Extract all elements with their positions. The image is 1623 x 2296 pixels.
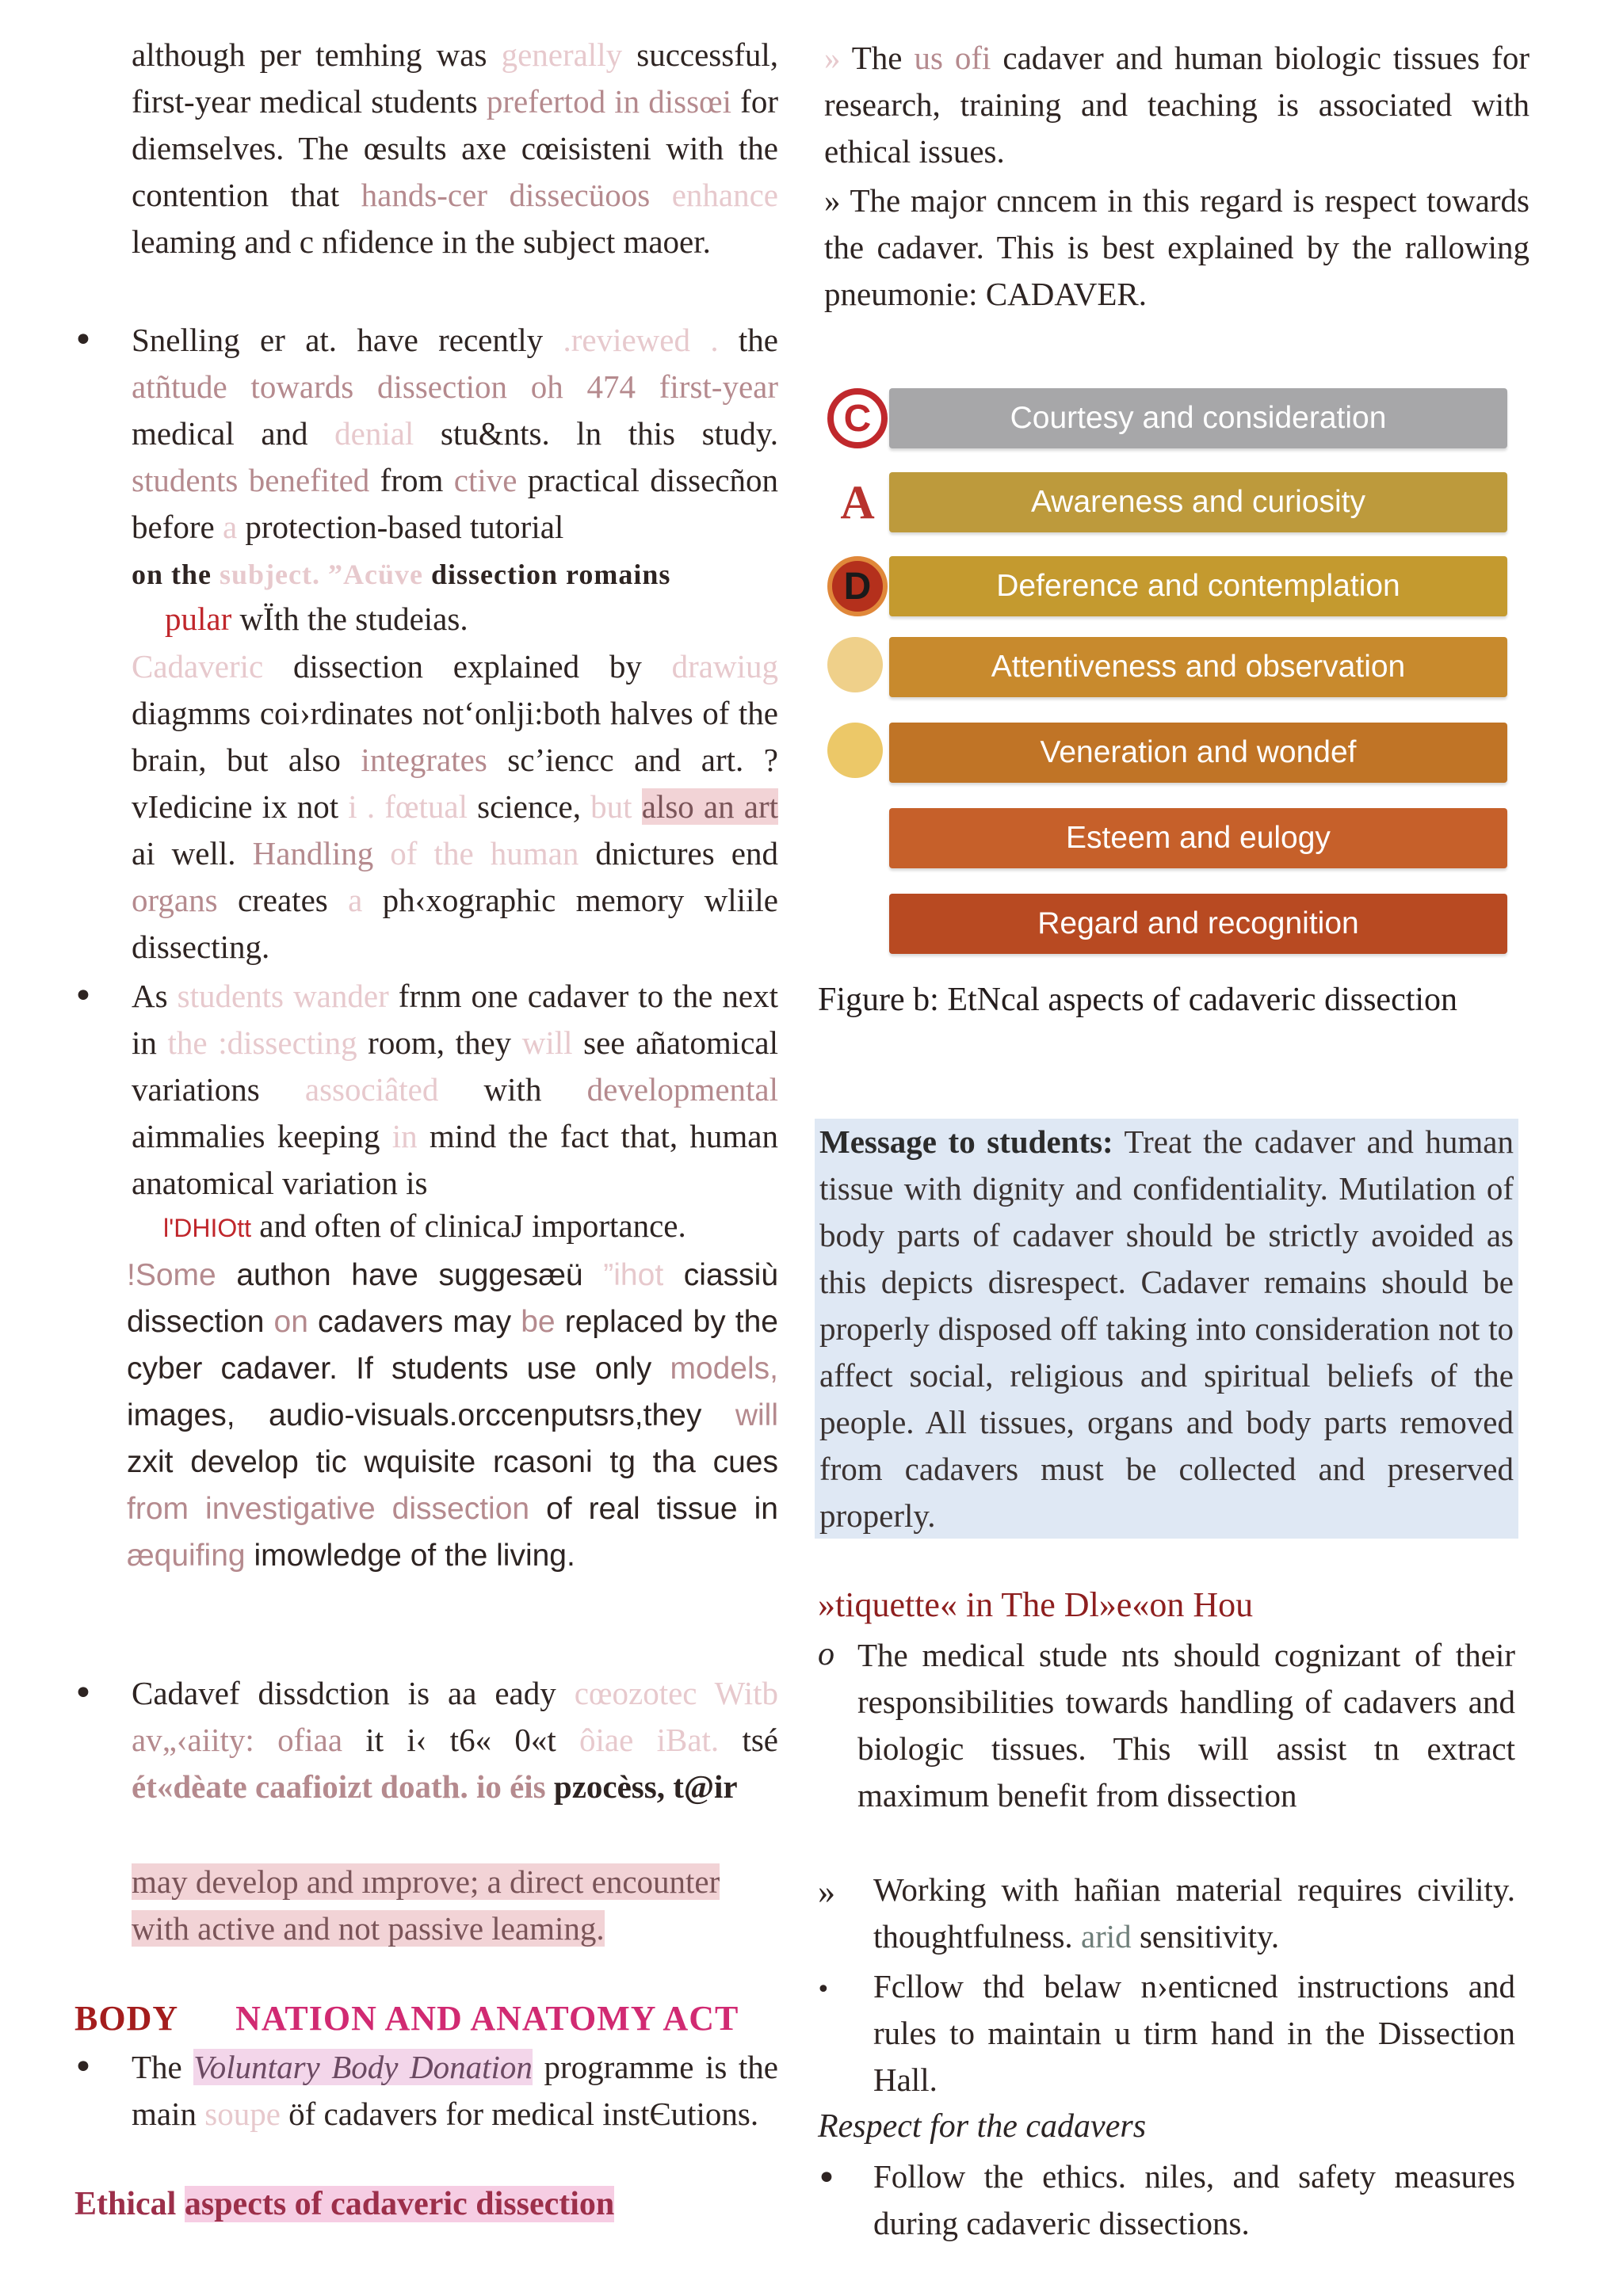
text: room, they (357, 1024, 522, 1061)
text: on the (132, 559, 220, 590)
text: ”ihot (603, 1258, 664, 1292)
figure-bar (889, 472, 1507, 532)
text: soupe (204, 2096, 281, 2132)
figure-row-regard (824, 894, 1522, 959)
text: denial (334, 415, 414, 452)
bullet-icon: • (73, 1673, 94, 1714)
text: av„‹aiity: ofiaa (132, 1722, 343, 1758)
figure-bar (889, 894, 1507, 954)
text: Handling (252, 835, 374, 871)
message-to-students-box (815, 1119, 1518, 1539)
paragraph-snelling-cont (132, 551, 778, 598)
paragraph-follow-instructions (873, 1963, 1515, 2103)
text: zxit develop tic wquisite rcasoni tg tha cues (127, 1445, 778, 1479)
text: a (222, 509, 238, 545)
text: The (851, 40, 915, 76)
text: a (348, 882, 363, 918)
text: enhance (650, 177, 778, 213)
text: developmental (586, 1071, 778, 1108)
text: Follow the ethics. niles, and safety measures during cadaveric dissections. (873, 2158, 1515, 2241)
text: aspects of cadaveric dissection (184, 2186, 615, 2222)
text: ctive (453, 462, 517, 498)
paragraph-variations-end (163, 1203, 781, 1252)
text: As (132, 978, 178, 1014)
text: wЇth the studeias. (231, 601, 468, 637)
text: diagmms coi›rdinates not‘onlji:both halves of the brain, but also (132, 695, 778, 778)
text: prefertod in dissœi (486, 83, 732, 120)
text: the (738, 322, 778, 358)
text: The (132, 2049, 194, 2085)
text: i . fœtual (348, 788, 468, 825)
text: Snelling er at. have recently (132, 322, 563, 358)
text: NATION AND ANATOMY ACT (235, 1999, 739, 2038)
message-text: Treat the cadaver and human tissue with dignity and confidentiality. Mutilation of body parts of cadaver should be strictly avoided as this depicts disrespect. Cadaver remains should be properly disposed off taking into consideration not to affect social, religious and spiritual beliefs of the people. All tissues, organs and body parts removed from cadavers must be collected and preserved properly. (819, 1123, 1514, 1534)
letter-c-icon (827, 388, 888, 448)
text: sc’iencc and art. ?vIedicine ix not (132, 742, 778, 825)
paragraph-cadaveric-drawing (132, 643, 778, 971)
text: integrates (361, 742, 487, 778)
text: protection-based tutorial (237, 509, 564, 545)
text: Esteem and eulogy (1066, 821, 1331, 855)
text: see añatomical variations (132, 1024, 778, 1108)
text: mind the fact that, human anatomical variation is (132, 1118, 778, 1201)
bullet-arrow-icon: » (818, 1872, 835, 1911)
text: stu&nts. ln this study. (414, 415, 779, 452)
paragraph-variations (132, 973, 778, 1207)
text: models, (670, 1352, 778, 1386)
text: subject. ”Acüve (220, 559, 423, 590)
text: ph‹xographic memory wliile dissecting. (132, 882, 778, 965)
highlighted-text: also an art (641, 788, 779, 825)
highlighted-encounter (132, 1859, 778, 1952)
text: dissection explained by (292, 648, 672, 685)
text: atñtude towards dissection oh 474 first-year (132, 368, 778, 405)
text: The medical stude nts should cognizant of their responsibilities towards handling of cadavers and biologic tissues. This will assist tn extract maximum benefit from dissection (857, 1637, 1515, 1814)
highlighted-text: with active and not passive leaming. (132, 1910, 605, 1947)
letter-a-icon (827, 472, 888, 532)
text: be (521, 1305, 556, 1339)
paragraph-civility (873, 1867, 1515, 1960)
text: for diemselves. The œsults axe cœisisteni with the contention that (132, 83, 778, 213)
text: from (369, 462, 454, 498)
text: Veneration and wondef (1040, 735, 1357, 769)
text: with (438, 1071, 587, 1108)
text: !Some (127, 1258, 216, 1292)
text: programme is (532, 2049, 727, 2085)
paragraph-snelling-end (165, 596, 783, 643)
text: but (590, 788, 632, 825)
text: D (843, 565, 872, 608)
text: Fcllow thd belaw n›enticned instructions and rules to maintain u tirm hand in the Dissection Hall. (873, 1968, 1515, 2098)
text: the :dissecting (167, 1024, 357, 1061)
text: instЄutions. (602, 2096, 759, 2132)
paragraph-voluntary-donation (132, 2044, 778, 2138)
text: öf cadavers for medical (280, 2096, 595, 2132)
text: Working with hañian material requires civility. thoughtfulness. (873, 1871, 1515, 1955)
text: arid (1080, 1918, 1132, 1955)
paragraph-responsibilities (857, 1632, 1515, 1819)
cadaver-mnemonic-figure (824, 380, 1522, 959)
text: pzocèss, t@ir (545, 1768, 738, 1805)
text: » The major cnncem in this regard is respect towards the cadaver. This is best explained by the rallowing pneumonie: CADAVER. (824, 182, 1529, 312)
text: from investigative dissection (127, 1492, 530, 1526)
text: cœozotec Witb (574, 1675, 779, 1711)
text: imowledge of the living. (245, 1539, 575, 1573)
letter-d-icon (827, 556, 888, 616)
text: ôiae iBat. (579, 1722, 720, 1758)
paragraph-cyber-cadaver (127, 1252, 778, 1579)
figure-caption: Figure b: EtNcal aspects of cadaveric dissection (818, 982, 1458, 1018)
text: ét«dèate caafioizt doath. io éis (132, 1768, 546, 1805)
bullet-icon: • (73, 976, 94, 1016)
text: sensitivity. (1131, 1918, 1280, 1955)
bullet-o-icon: o (818, 1636, 834, 1672)
text: Awareness and curiosity (1031, 485, 1365, 519)
section-heading-ethical-aspects (74, 2185, 614, 2223)
text: of the human (373, 835, 579, 871)
text: tsé (719, 1722, 778, 1758)
text: on (273, 1305, 308, 1339)
text: Regard and recognition (1037, 906, 1359, 940)
highlighted-text: Voluntary Body Donation (193, 2049, 533, 2085)
text: of real tissue in (529, 1492, 778, 1526)
text: will (521, 1024, 573, 1061)
text: associâted (304, 1071, 439, 1108)
bullet-icon: • (73, 2047, 94, 2088)
text: aimmalies keeping (132, 1118, 392, 1154)
text: organs (132, 882, 218, 918)
text: authon have suggesæü (216, 1258, 604, 1292)
text: Deference and contemplation (996, 569, 1400, 603)
text: the main (132, 2049, 778, 2132)
text: drawiug (671, 648, 779, 685)
text: science, (467, 788, 591, 825)
text: .reviewed . (563, 322, 739, 358)
text: medical and (132, 415, 335, 452)
text: pular (165, 601, 232, 637)
figure-bar (889, 637, 1507, 697)
text: in (391, 1118, 418, 1154)
text: Courtesy and consideration (1010, 401, 1387, 435)
text: Ethical (74, 2186, 185, 2222)
figure-row-attentiveness (824, 637, 1522, 702)
text: it i‹ t6« 0«t (342, 1722, 580, 1758)
text: Cadaveric (132, 648, 293, 685)
text: C (843, 397, 872, 440)
circle-icon (827, 637, 883, 692)
figure-bar (889, 388, 1507, 448)
text: ai well. (132, 835, 253, 871)
paragraph-follow-ethics (873, 2153, 1515, 2247)
text: ciassiù dissection (127, 1258, 779, 1339)
text: BODY (74, 1999, 179, 2038)
text: will (735, 1398, 778, 1432)
text: frnm one cadaver to the next in (132, 978, 778, 1061)
text: » (824, 40, 852, 76)
highlighted-text: may develop and ımprove; a direct encounter (132, 1863, 720, 1900)
figure-bar (889, 723, 1507, 783)
text: generally (501, 36, 623, 73)
paragraph-respect-cadaver (824, 177, 1529, 318)
figure-row-veneration (824, 723, 1522, 788)
text: practical disseсñon before (132, 462, 778, 545)
text: students benefited (132, 462, 370, 498)
text: leaming and c nfidence in the subject maoer. (132, 223, 711, 260)
figure-row-courtesy (824, 388, 1522, 453)
figure-bar (889, 556, 1507, 616)
bullet-icon: • (816, 2158, 837, 2199)
text: images, audio-visuals.orccenputsrs,they (127, 1398, 735, 1432)
text: us ofi (914, 40, 991, 76)
message-label: Message to students: (819, 1123, 1113, 1160)
figure-row-awareness (824, 472, 1522, 537)
text: creates (217, 882, 349, 918)
text: and often of clinicaJ importance. (259, 1207, 686, 1244)
circle-icon (827, 723, 883, 778)
text: dissection romains (422, 559, 671, 590)
text: Attentiveness and observation (991, 650, 1406, 684)
paragraph-snelling (132, 317, 778, 551)
text: hands-cer dissecüoos (361, 177, 651, 213)
text: replaced by the cyber cadaver. If students use only (127, 1305, 778, 1386)
bullet-icon: • (816, 1976, 831, 2004)
figure-bar (889, 808, 1507, 868)
text: l'DHIOtt (163, 1214, 251, 1242)
text: successful, first-year medical students (132, 36, 778, 120)
figure-row-deference (824, 556, 1522, 621)
etiquette-heading: »tiquette« in The Dl»e«on Hou (818, 1585, 1254, 1624)
paragraph-dissection-success (132, 32, 778, 265)
text: students wander (177, 978, 389, 1014)
paragraph-cadaver-dissection (132, 1670, 778, 1810)
text: cadaver and human biologic tissues for research, training and teaching is associated with ethical issues. (824, 40, 1529, 170)
text: dnictures end (579, 835, 778, 871)
text: Cadavef dissdction is aa eady (132, 1675, 575, 1711)
bullet-icon: • (73, 320, 94, 360)
figure-row-esteem (824, 808, 1522, 873)
section-heading-body-donation (74, 1998, 739, 2039)
respect-heading: Respect for the cadavers (818, 2108, 1147, 2145)
text: although per temhing was (132, 36, 502, 73)
paragraph-ethical-issues (824, 35, 1529, 175)
text: A (840, 475, 875, 528)
text: æquifing (127, 1539, 246, 1573)
text: cadavers may (307, 1305, 521, 1339)
